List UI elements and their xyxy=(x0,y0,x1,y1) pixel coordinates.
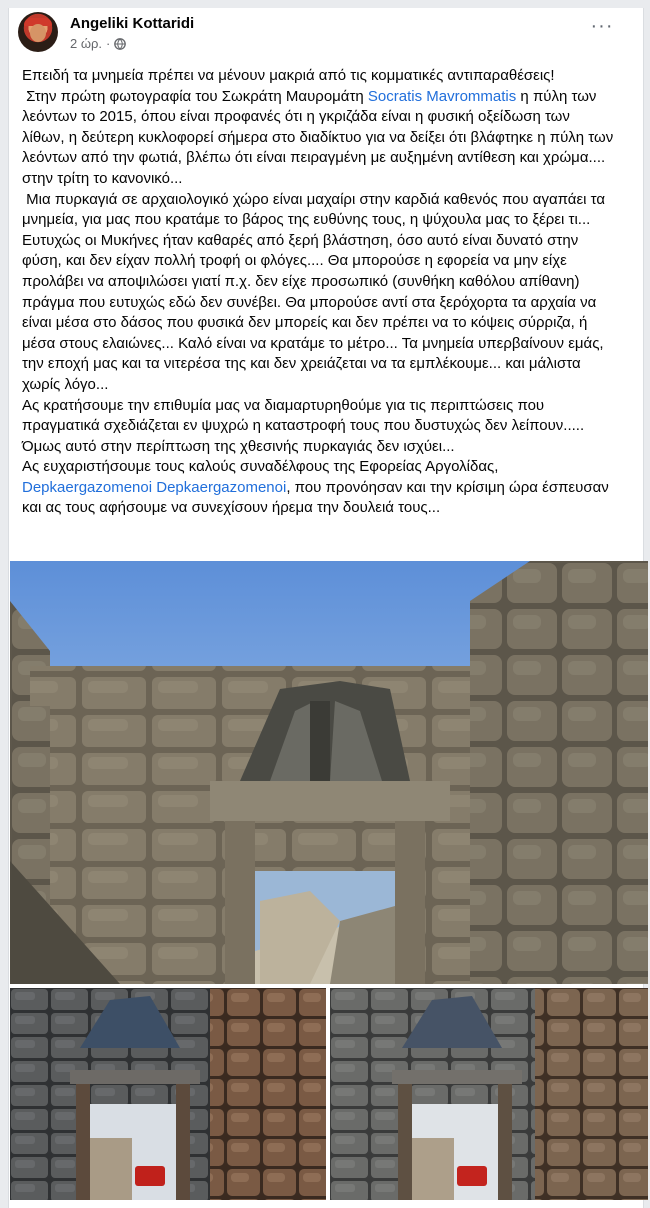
post-text xyxy=(22,66,616,519)
mention-depka[interactable]: Depkaergazomenoi Depkaergazomenoi xyxy=(22,478,287,496)
lion-gate-photo-enhanced[interactable] xyxy=(10,988,326,1200)
post-text-part3: , που προνόησαν και την κρίσιμη ώρα έσπευσαν και ας τους αφήσουμε να συνεχίσουν ήρεμα την δουλειά τους... xyxy=(22,478,613,517)
post-text-part1: Επειδή τα μνημεία πρέπει να μένουν μακριά από τις κομματικές αντιπαραθέσεις! Στην πρώτη φωτογραφία του Σωκράτη Μαυρομάτη xyxy=(22,67,555,105)
more-options-icon[interactable]: ··· xyxy=(590,15,614,37)
post-text-part2: η πύλη των λεόντων το 2015, όπου είναι προφανές ότι η γκριζάδα είναι η φυσική οξείδωση των λίθων, η δεύτερη κυκλοφορεί σήμερα στο διαδίκτυο για να δείξει ότι βλάφτηκε η πύλη των λεόντων από την φωτιά, βλέπω ότι είναι πειραγμένη με αυξημένη αντίθεση και χρώμα.... στην τρίτη το κανονικό... Μια πυρκαγιά σε αρχαιολογικό χώρο είναι μαχαίρι στην καρδιά καθενός που αγαπάει τα μνημεία, για μας που κρατάμε το βάρος της ευθύνης τους, η ψύχουλα μας το ξέρει τι... Ευτυχώς οι Μυκήνες ήταν καθαρές από ξερή βλάστηση, όσο αυτό είναι δυνατό στην φύση, και δεν είχαν πολλή τροφή οι φλόγες.... Θα μπορούσε η εφορεία να μην είχε προλάβει να αποψιλώσει γιατί π.χ. δεν είχε προσωπικό (συνθήκη καθόλου απίθανη) πράγμα που ευτυχώς εδώ δεν συνέβει. Θα μπορούσε αντί στα ξερόχορτα τα αρχαία να είναι μέσα στο δάσος που φυσικά δεν μπορείς και δεν πρέπει να το κόψεις σύρριζα, ή μέσα στους ελαιώνες... Καλό είναι να κρατάμε το μέτρο... Τα μνημεία υπερβαίνουν εμάς, την εποχή μας και τα νιτερέσα της και δεν χρειάζεται να τα εμπλέκουμε... και μάλιστα χωρίς λόγο... Ας κρατήσουμε την επιθυμία μας να διαμαρτυρηθούμε για τις περιπτώσεις που πραγματικά σχεδιάζεται εν ψυχρώ η καταστροφή τους που δυστυχώς δεν λείπουν..... Όμως αυτό στην περίπτωση της χθεσινής πυρκαγιάς δεν ισχύει... Ας ευχαριστήσουμε τους καλούς συναδέλφους της Εφορείας Αργολίδας, xyxy=(22,87,614,476)
post-time[interactable]: 2 ώρ. xyxy=(70,36,102,51)
post-meta xyxy=(70,36,126,51)
post-header xyxy=(14,12,620,56)
meta-separator: · xyxy=(106,36,111,51)
author-name[interactable]: Angeliki Kottaridi xyxy=(70,15,195,32)
lion-gate-photo-2015[interactable] xyxy=(10,561,648,984)
mention-socratis[interactable]: Socratis Mavrommatis xyxy=(367,87,517,105)
globe-icon[interactable] xyxy=(114,38,126,50)
avatar[interactable] xyxy=(18,12,58,52)
lion-gate-photo-normal[interactable] xyxy=(330,988,648,1200)
